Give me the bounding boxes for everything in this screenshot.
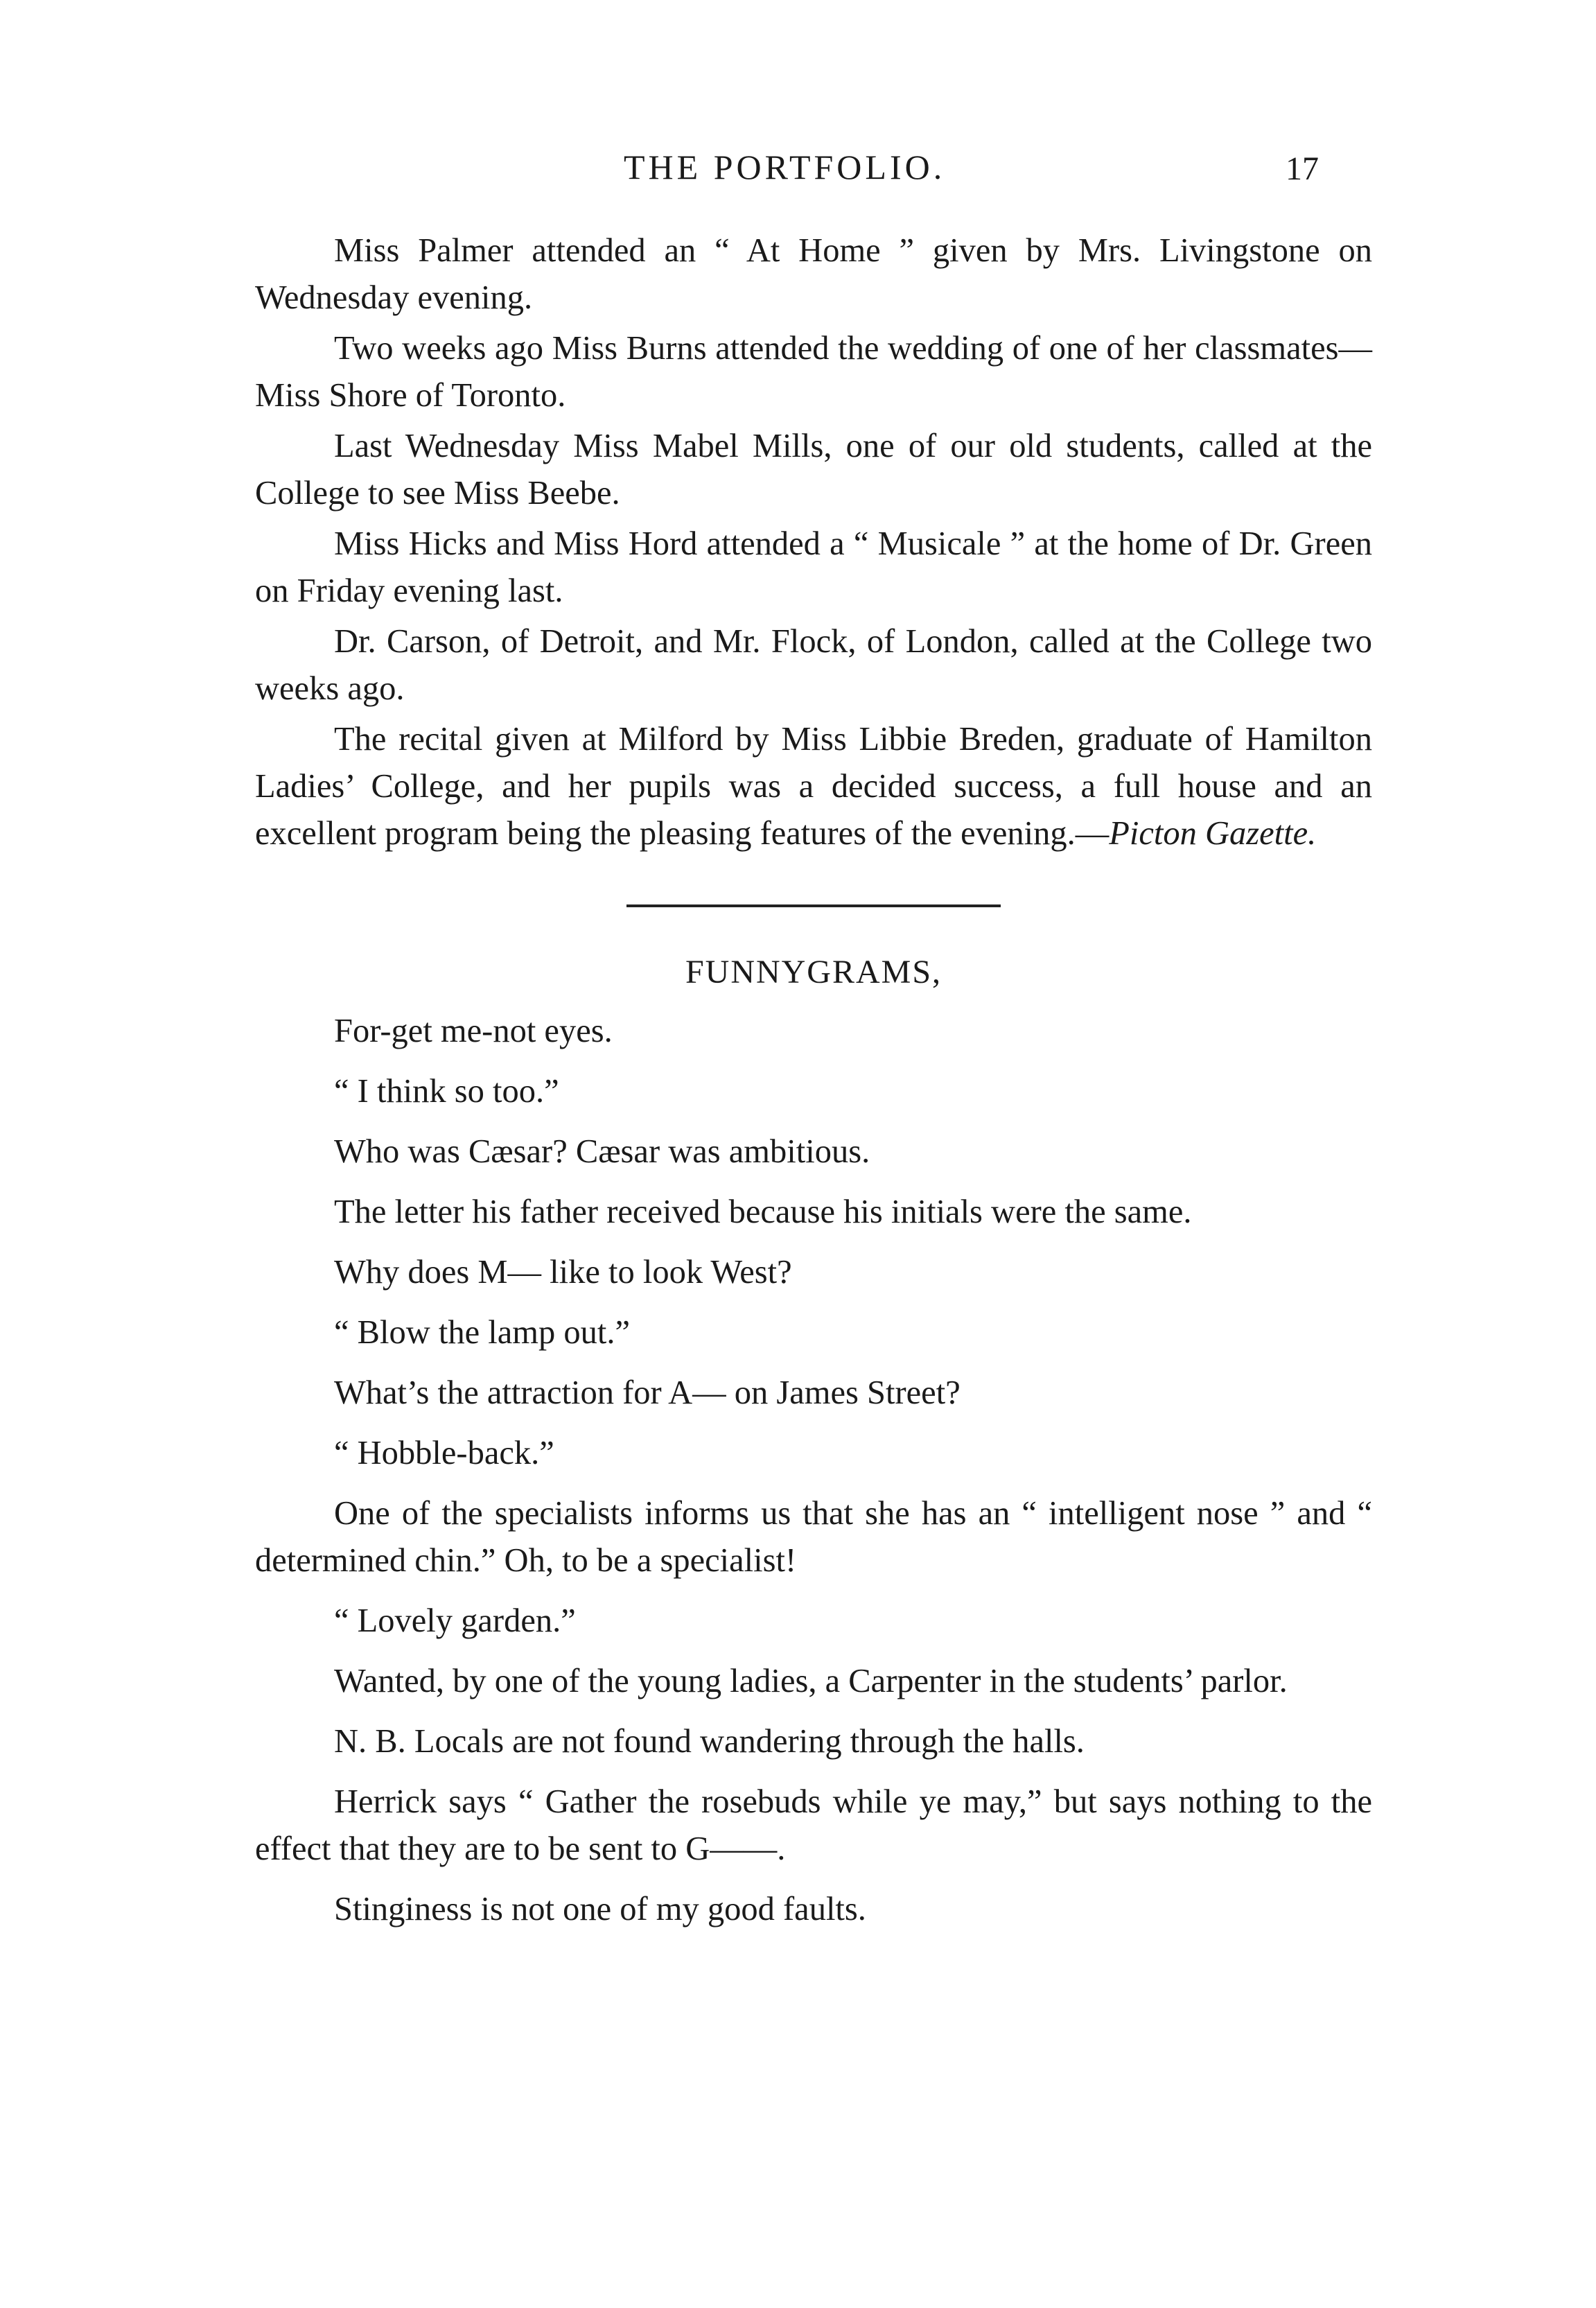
- funnygram: “ Blow the lamp out.”: [334, 1314, 630, 1351]
- funnygram: Who was Cæsar? Cæsar was ambitious.: [334, 1133, 870, 1170]
- section-title: FUNNYGRAMS,: [685, 954, 942, 990]
- page-number: 17: [1286, 150, 1319, 187]
- funnygram: N. B. Locals are not found wandering through the halls.: [334, 1723, 1085, 1760]
- funnygram: For-get me-not eyes.: [334, 1013, 613, 1049]
- text-column: [255, 227, 1372, 1946]
- funnygrams-list: [255, 1008, 1372, 1933]
- running-title: THE PORTFOLIO.: [624, 148, 946, 186]
- news-paragraph: Last Wednesday Miss Mabel Mills, one of our old students, called at the College to see Miss Beebe.: [255, 428, 1372, 512]
- funnygram: Herrick says “ Gather the rosebuds while ye may,” but says nothing to the effect that they are to be sent to G——.: [255, 1783, 1372, 1867]
- news-paragraph: Miss Hicks and Miss Hord attended a “ Musicale ” at the home of Dr. Green on Friday evening last.: [255, 525, 1372, 609]
- funnygram: “ Lovely garden.”: [334, 1602, 576, 1639]
- news-paragraph: Two weeks ago Miss Burns attended the wedding of one of her classmates—Miss Shore of Toronto.: [255, 330, 1372, 414]
- funnygram: “ I think so too.”: [334, 1073, 559, 1110]
- funnygram: The letter his father received because his initials were the same.: [334, 1194, 1192, 1230]
- page-header: [0, 147, 1596, 195]
- funnygram: “ Hobble-back.”: [334, 1435, 554, 1471]
- funnygram: Why does M— like to look West?: [334, 1254, 792, 1291]
- news-section: [255, 227, 1372, 857]
- news-paragraph: [255, 716, 1372, 857]
- news-source: Picton Gazette.: [1109, 815, 1317, 852]
- news-paragraph-text: The recital given at Milford by Miss Libbie Breden, graduate of Hamilton Ladies’ College, and her pupils was a decided success, a full house and an excellent program being the pleasing features of the evening.—: [255, 721, 1372, 852]
- funnygram: What’s the attraction for A— on James Street?: [334, 1374, 961, 1411]
- funnygram: Wanted, by one of the young ladies, a Carpenter in the students’ parlor.: [334, 1663, 1288, 1699]
- news-paragraph: Dr. Carson, of Detroit, and Mr. Flock, of London, called at the College two weeks ago.: [255, 623, 1372, 707]
- funnygram: One of the specialists informs us that she has an “ intelligent nose ” and “ determined chin.” Oh, to be a specialist!: [255, 1495, 1372, 1579]
- section-divider: [626, 904, 1001, 907]
- funnygram: Stinginess is not one of my good faults.: [334, 1891, 866, 1927]
- news-paragraph: Miss Palmer attended an “ At Home ” given by Mrs. Livingstone on Wednesday evening.: [255, 232, 1372, 316]
